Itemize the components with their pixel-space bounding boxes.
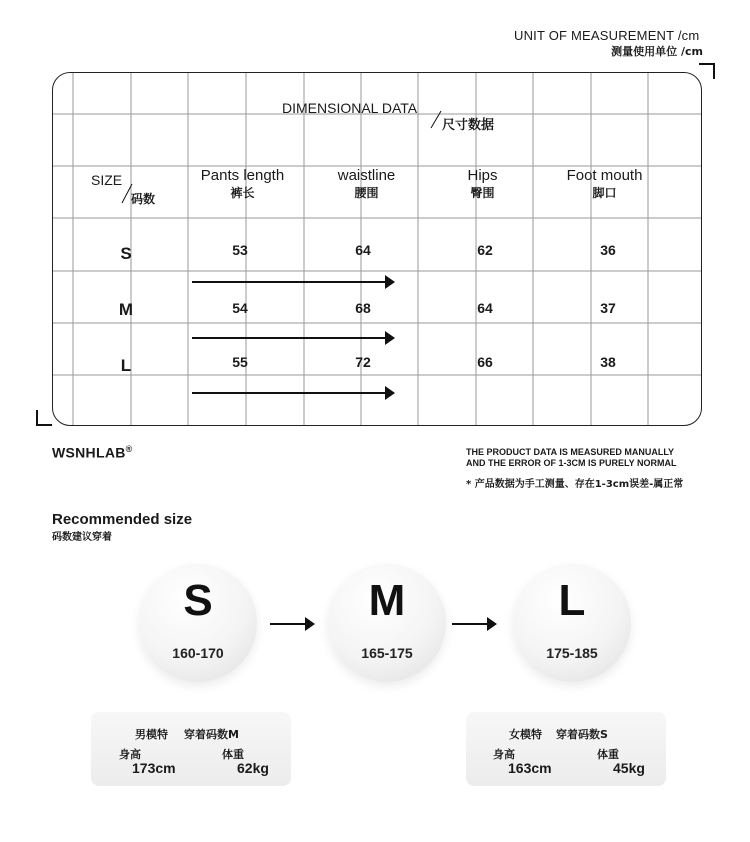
column-header-cn: 腰围 <box>354 186 379 200</box>
unit-of-measurement-cn: 测量使用单位 /cm <box>611 45 703 58</box>
size-circle-l <box>513 564 631 682</box>
weight-value: 62kg <box>237 760 269 776</box>
weight-label: 体重 <box>222 748 244 761</box>
dimensional-data-title-cn: 尺寸数据 <box>442 118 495 133</box>
note-line-2: AND THE ERROR OF 1-3CM IS PURELY NORMAL <box>466 458 677 468</box>
cell-s-waistline: 64 <box>355 242 371 258</box>
column-header-pants-length <box>185 167 300 201</box>
brand-logo <box>52 444 133 461</box>
column-header-cn: 臀围 <box>470 186 495 200</box>
height-value: 163cm <box>508 760 552 776</box>
model-wear-size: 穿着码数S <box>556 728 608 741</box>
size-label: SIZE <box>91 172 123 188</box>
registered-mark: ® <box>125 444 133 454</box>
recommended-size-title: Recommended size <box>52 511 193 528</box>
row-size-m: M <box>118 300 134 319</box>
column-header-cn: 裤长 <box>230 186 255 200</box>
height-range: 165-175 <box>361 645 413 661</box>
size-label-cn: 码数 <box>131 192 156 206</box>
arrow-right-icon <box>192 392 392 394</box>
weight-label: 体重 <box>597 748 619 761</box>
column-header-en: Hips <box>467 167 498 184</box>
height-label: 身高 <box>493 748 515 761</box>
cell-s-hips: 62 <box>477 242 493 258</box>
model-card-female <box>466 712 666 786</box>
cell-s-pants-length: 53 <box>232 242 248 258</box>
measurement-note-en <box>466 447 726 469</box>
recommended-size-title-cn: 码数建议穿着 <box>52 532 112 543</box>
column-header-en: Pants length <box>200 167 285 184</box>
size-letter: S <box>183 576 213 625</box>
size-letter: L <box>558 576 586 625</box>
cell-m-pants-length: 54 <box>232 300 248 316</box>
weight-value: 45kg <box>613 760 645 776</box>
column-header-en: Foot mouth <box>566 167 643 184</box>
cell-m-foot-mouth: 37 <box>600 300 616 316</box>
model-card-male <box>91 712 291 786</box>
row-size-s: S <box>120 244 132 263</box>
model-wear-size: 穿着码数M <box>184 728 239 741</box>
size-circle-m <box>328 564 446 682</box>
column-header-cn: 脚口 <box>592 186 617 200</box>
measurement-note-cn: * 产品数据为手工测量、存在1-3cm误差-属正常 <box>466 479 684 490</box>
cell-l-pants-length: 55 <box>232 354 248 370</box>
corner-bracket-top-right <box>699 63 715 79</box>
row-size-l: L <box>120 356 132 375</box>
cell-m-hips: 64 <box>477 300 493 316</box>
column-header-foot-mouth <box>547 167 662 201</box>
model-title: 女模特 <box>509 728 542 741</box>
height-range: 175-185 <box>546 645 598 661</box>
arrow-right-icon <box>192 337 392 339</box>
height-value: 173cm <box>132 760 176 776</box>
height-range: 160-170 <box>172 645 224 661</box>
arrow-right-icon <box>270 623 312 625</box>
height-label: 身高 <box>119 748 141 761</box>
size-circle-s <box>139 564 257 682</box>
size-letter: M <box>368 576 406 625</box>
dimensional-data-title: DIMENSIONAL DATA <box>282 100 418 116</box>
arrow-right-icon <box>452 623 494 625</box>
unit-of-measurement-en: UNIT OF MEASUREMENT /cm <box>514 28 700 43</box>
cell-l-foot-mouth: 38 <box>600 354 616 370</box>
note-line-1: THE PRODUCT DATA IS MEASURED MANUALLY <box>466 447 675 457</box>
brand-name: WSNHLAB <box>52 444 126 461</box>
corner-bracket-bottom-left <box>36 410 52 426</box>
model-title: 男模特 <box>135 728 168 741</box>
arrow-right-icon <box>192 281 392 283</box>
column-header-hips <box>425 167 540 201</box>
cell-l-hips: 66 <box>477 354 493 370</box>
column-header-waistline <box>309 167 424 201</box>
column-header-en: waistline <box>337 167 396 184</box>
cell-l-waistline: 72 <box>355 354 371 370</box>
cell-m-waistline: 68 <box>355 300 371 316</box>
cell-s-foot-mouth: 36 <box>600 242 616 258</box>
